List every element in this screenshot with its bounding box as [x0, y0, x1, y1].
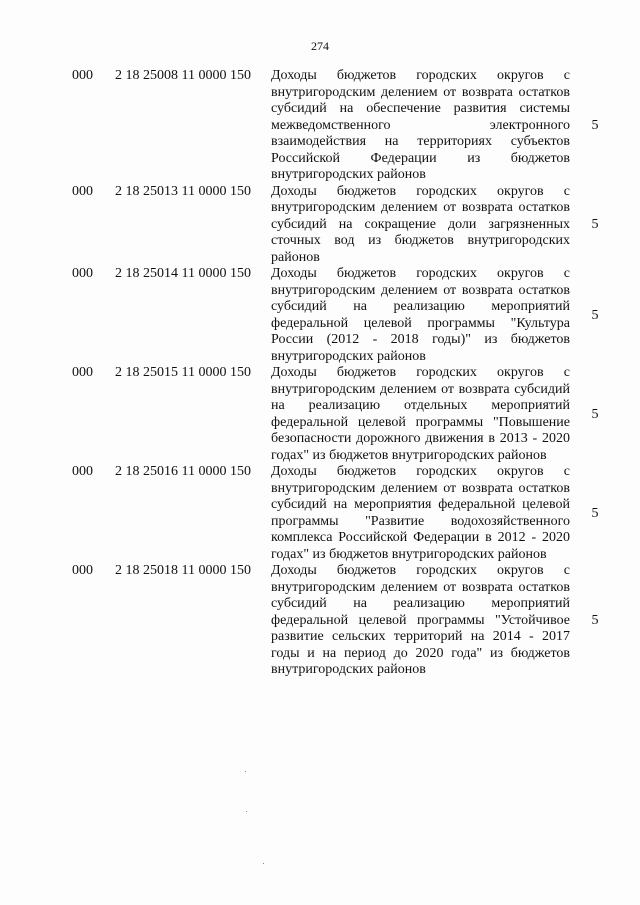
scan-speck	[263, 863, 264, 864]
admin-code: 000	[72, 365, 93, 380]
income-description: Доходы бюджетов городских округов с внутригородским делением от возврата субсидий на реализацию отдельных мероприятий федеральной целевой программы "Повышение безопасности дорожного движения в 2013 - 2020 годах" из бюджетов внутригородских районов	[271, 365, 570, 463]
budget-codes-table	[0, 68, 640, 679]
table-row	[0, 184, 640, 267]
norm-value: 5	[591, 117, 599, 133]
table-row	[0, 464, 640, 563]
income-description: Доходы бюджетов городских округов с внутригородским делением от возврата остатков субсидий на реализацию мероприятий федеральной целевой программы "Устойчивое развитие сельских территорий на 2014 - 2017 годы и на период до 2020 года" из бюджетов внутригородских районов	[271, 563, 570, 677]
table-row	[0, 68, 640, 184]
norm-value: 5	[591, 307, 599, 323]
scan-speck	[246, 811, 247, 812]
admin-code: 000	[72, 464, 93, 479]
norm-value: 5	[591, 505, 599, 521]
norm-value: 5	[591, 216, 599, 232]
table-row	[0, 365, 640, 464]
norm-value: 5	[591, 612, 599, 628]
admin-code: 000	[72, 183, 93, 199]
income-description: Доходы бюджетов городских округов с внутригородским делением от возврата остатков субсидий на реализацию мероприятий федеральной целевой программы "Культура России (2012 - 2018 годы)" из бюджетов внутригородских районов	[271, 266, 570, 364]
classification-code: 2 18 25015 11 0000 150	[115, 365, 251, 380]
classification-code: 2 18 25014 11 0000 150	[115, 266, 251, 281]
table-row	[0, 266, 640, 365]
admin-code: 000	[72, 563, 93, 578]
income-description: Доходы бюджетов городских округов с внутригородским делением от возврата остатков субсидий на обеспечение развития системы межведомственного электронного взаимодействия на территориях субъектов Российской Федерации из бюджетов внутригородских районов	[271, 68, 570, 182]
income-description: Доходы бюджетов городских округов с внутригородским делением от возврата остатков субсидий на мероприятия федеральной целевой программы "Развитие водохозяйственного комплекса Российской Федерации в 2012 - 2020 годах" из бюджетов внутригородских районов	[271, 464, 570, 562]
income-description: Доходы бюджетов городских округов с внутригородским делением от возврата остатков субсидий на сокращение доли загрязненных сточных вод из бюджетов внутригородских районов	[271, 183, 570, 265]
admin-code: 000	[72, 68, 93, 83]
norm-value: 5	[591, 406, 599, 422]
scan-speck	[245, 771, 246, 772]
classification-code: 2 18 25013 11 0000 150	[115, 183, 251, 199]
classification-code: 2 18 25018 11 0000 150	[115, 563, 251, 578]
table-row	[0, 563, 640, 679]
classification-code: 2 18 25016 11 0000 150	[115, 464, 251, 479]
admin-code: 000	[72, 266, 93, 281]
page-number: 274	[311, 39, 329, 53]
classification-code: 2 18 25008 11 0000 150	[115, 68, 251, 83]
